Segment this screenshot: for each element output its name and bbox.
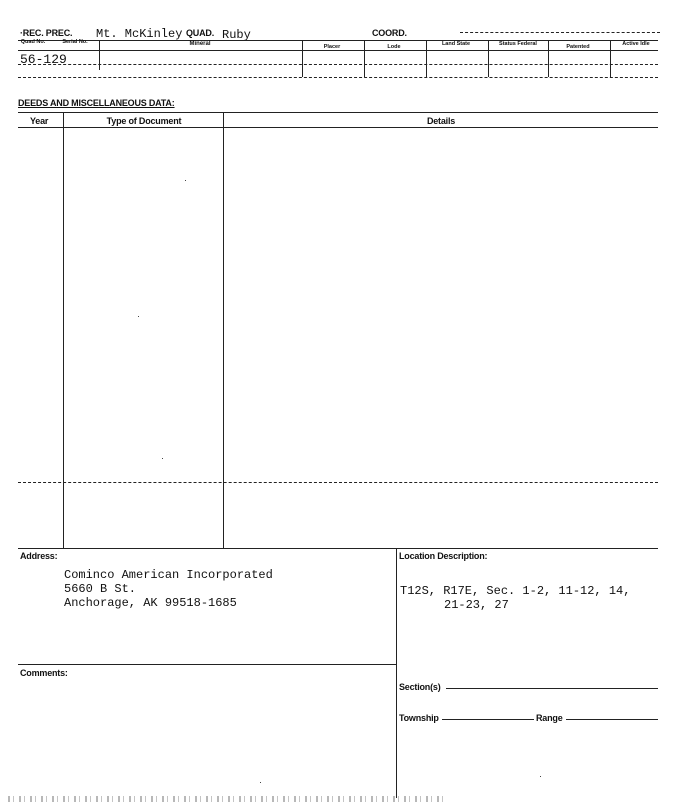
quad-label: QUAD. (186, 28, 214, 38)
header-dash (460, 32, 660, 33)
rec-prec-label: ·REC. PREC. (20, 28, 73, 38)
col-mineral: Mineral (189, 41, 211, 47)
location-line-2: 21-23, 27 (444, 598, 509, 612)
speck (260, 782, 261, 783)
address-line-1: Cominco American Incorporated (64, 568, 273, 582)
range-label: Range (536, 713, 563, 723)
speck (138, 316, 139, 317)
row-dash-2 (18, 77, 658, 78)
speck (540, 776, 541, 777)
comments-rule (18, 664, 396, 665)
col-placer: Placer (323, 44, 341, 50)
sections-label: Section(s) (399, 682, 441, 692)
sections-field-line (446, 688, 658, 689)
col-quad-no: Quad No. (20, 39, 46, 45)
col-land-state: Land State (441, 41, 471, 47)
divider-serial (99, 40, 100, 70)
location-line-1: T12S, R17E, Sec. 1-2, 11-12, 14, (400, 584, 631, 598)
address-line-3: Anchorage, AK 99518-1685 (64, 596, 237, 610)
comments-label: Comments: (20, 668, 68, 678)
scan-noise (8, 796, 448, 802)
divider-land (488, 40, 489, 77)
divider-placer (364, 40, 365, 77)
township-field-line (442, 719, 534, 720)
col-year: Year (30, 116, 49, 126)
col-active-idle: Active Idle (622, 41, 650, 47)
divider-status (548, 40, 549, 77)
col-details: Details (426, 116, 456, 126)
deeds-top-rule (18, 112, 658, 113)
quad-value: Ruby (222, 28, 251, 42)
divider-patented (610, 40, 611, 77)
deeds-header-rule (18, 127, 658, 128)
header-rule (18, 40, 658, 41)
address-label: Address: (20, 551, 58, 561)
quad-no-value: 56-129 (20, 52, 67, 67)
range-field-line (566, 719, 658, 720)
divider-mineral (302, 40, 303, 77)
speck (162, 458, 163, 459)
col-serial-no: Serial No. (62, 39, 88, 45)
row-dash-1 (18, 64, 658, 65)
deeds-title: DEEDS AND MISCELLANEOUS DATA: (18, 98, 175, 108)
divider-location (396, 548, 397, 798)
speck (185, 180, 186, 181)
col-lode: Lode (387, 44, 401, 50)
lower-top-rule (18, 548, 658, 549)
township-label: Township (399, 713, 439, 723)
col-patented: Patented (566, 44, 590, 50)
col-type: Type of Document (106, 116, 182, 126)
deeds-dash (18, 482, 658, 483)
divider-lode (426, 40, 427, 77)
col-status-federal: Status Federal (499, 41, 537, 47)
location-label: Location Description: (399, 551, 488, 561)
address-line-2: 5660 B St. (64, 582, 137, 596)
rec-prec-value: Mt. McKinley (96, 27, 183, 41)
coord-label: COORD. (372, 28, 407, 38)
